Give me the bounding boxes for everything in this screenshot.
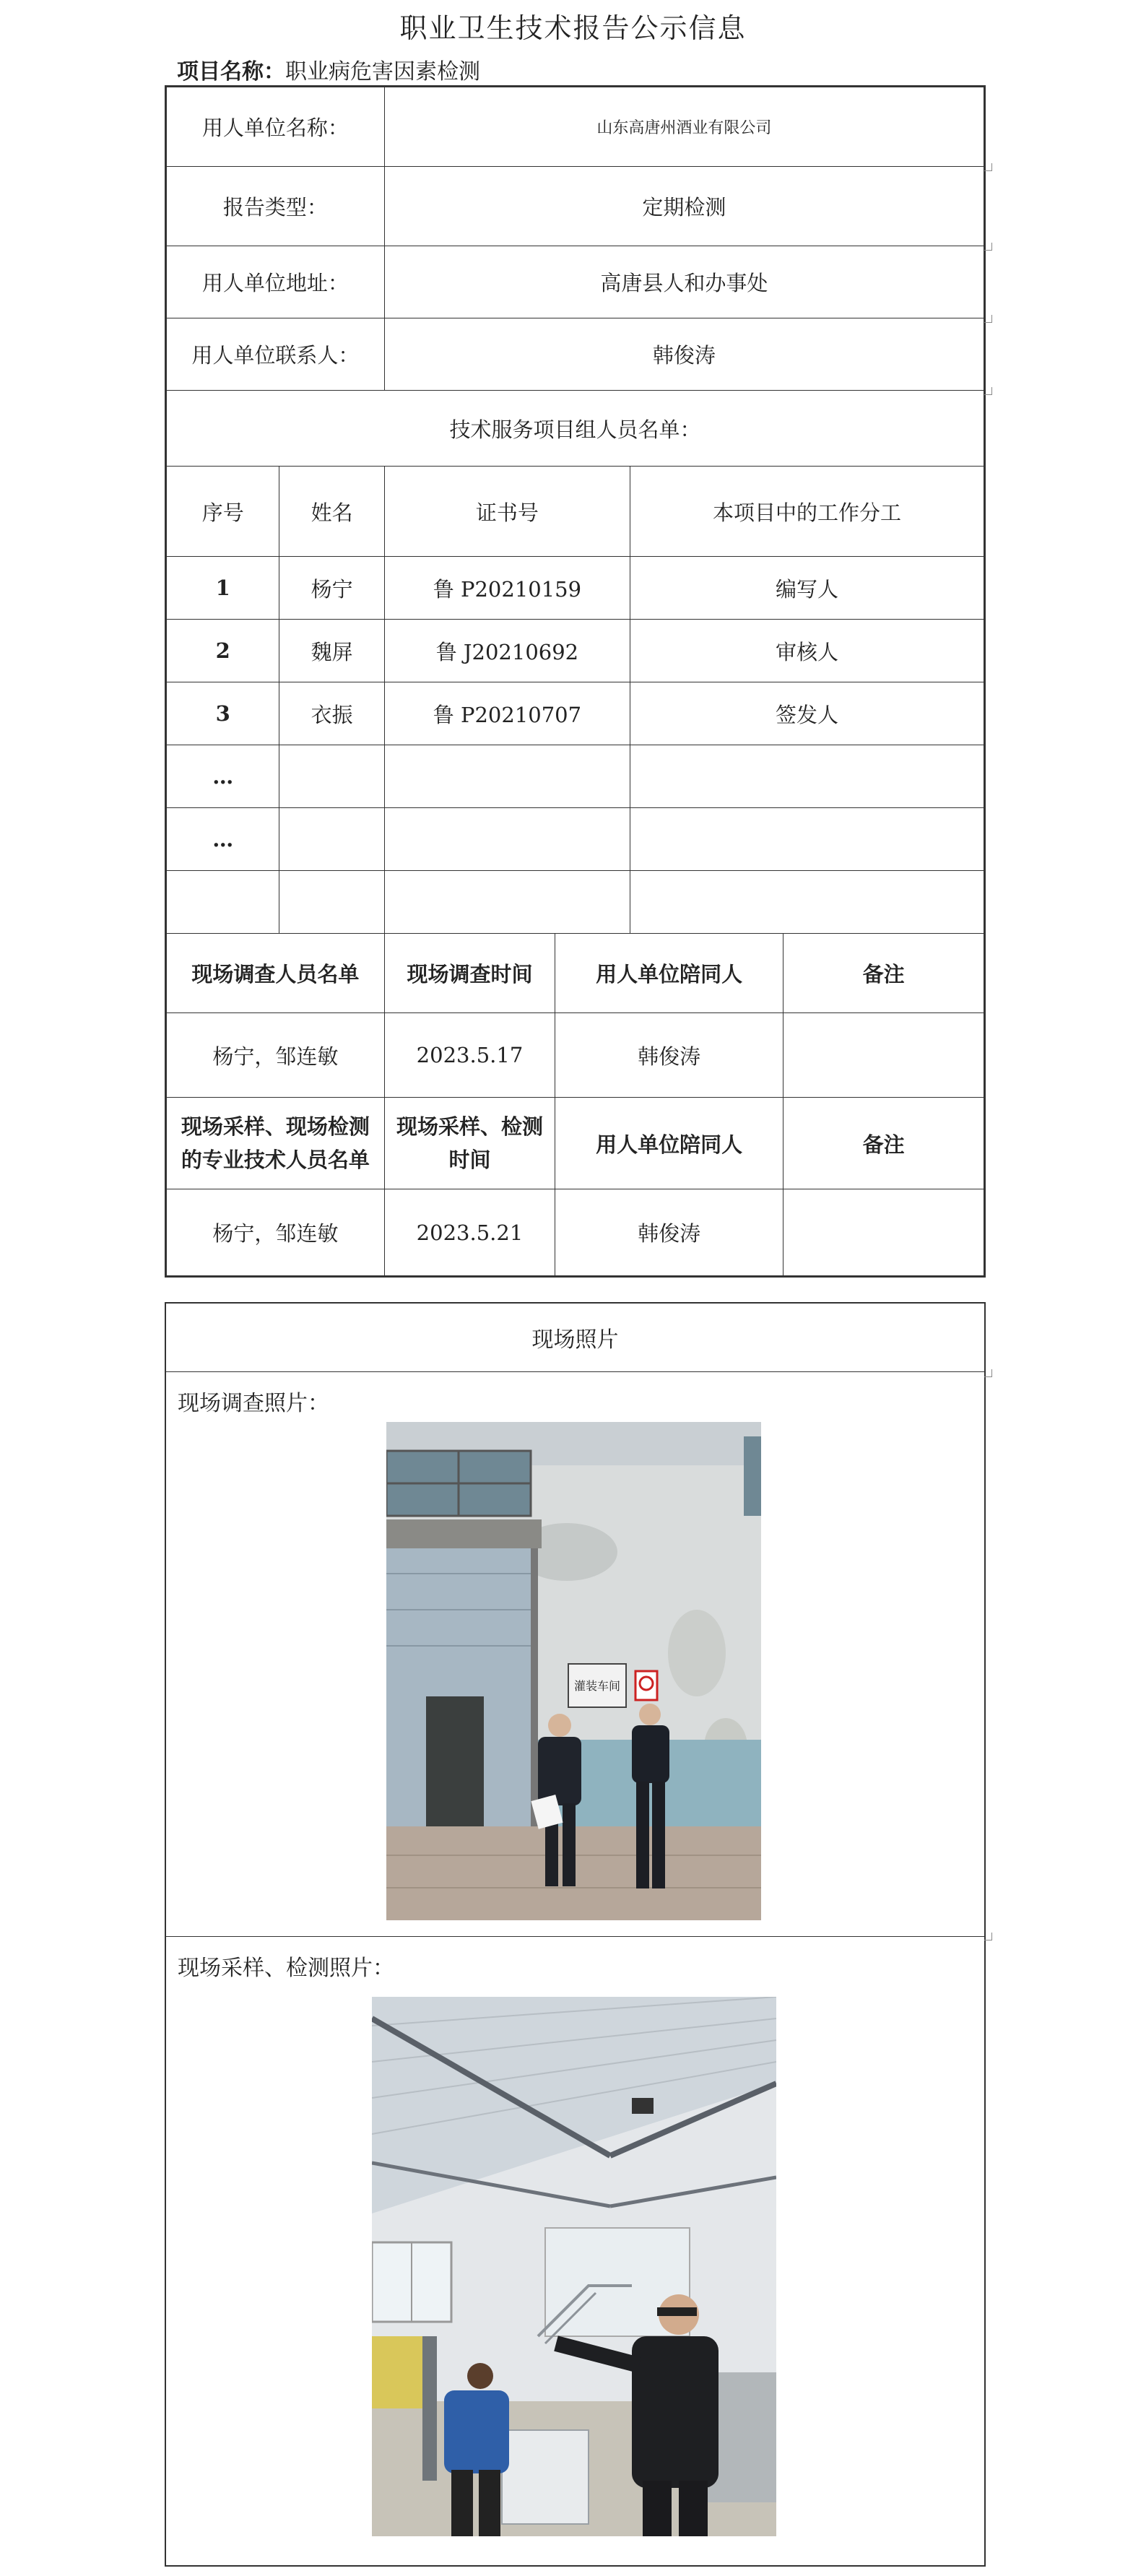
team-row-no: 1 [167, 557, 279, 620]
team-row-role: 审核人 [630, 620, 984, 682]
sampling-header-time: 现场采样、检测时间 [384, 1098, 555, 1189]
team-row-name: 杨宁 [279, 557, 384, 620]
team-row-name [279, 871, 384, 934]
page-title: 职业卫生技术报告公示信息 [399, 12, 747, 44]
info-table [165, 85, 986, 1278]
survey-header-time: 现场调查时间 [384, 934, 555, 1013]
sampling-header-staff: 现场采样、现场检测的专业技术人员名单 [167, 1098, 385, 1189]
team-row-role [630, 808, 984, 871]
paragraph-mark [984, 387, 992, 395]
survey-header-escort: 用人单位陪同人 [555, 934, 783, 1013]
sampling-value-escort: 韩俊涛 [555, 1189, 783, 1276]
sign-text: 灌装车间 [573, 1679, 621, 1693]
team-row-role: 签发人 [630, 682, 984, 745]
survey-photo [386, 1422, 761, 1920]
paragraph-mark [984, 163, 992, 171]
team-row-no: 2 [167, 620, 279, 682]
sampling-photo-cell [166, 1937, 984, 2570]
info-label-address: 用人单位地址： [167, 246, 385, 318]
info-label-company: 用人单位名称： [167, 87, 385, 167]
table-row [167, 557, 984, 620]
sampling-value-time: 2023.5.21 [384, 1189, 555, 1276]
team-row-cert [384, 871, 630, 934]
paragraph-mark [984, 1933, 992, 1940]
team-heading: 技术服务项目组人员名单： [167, 391, 984, 467]
project-name [177, 53, 480, 85]
team-row-name: 魏屏 [279, 620, 384, 682]
team-row-no: … [167, 745, 279, 808]
project-value: 职业病危害因素检测 [285, 59, 480, 84]
table-row [167, 682, 984, 745]
team-row-role [630, 871, 984, 934]
team-row-no: … [167, 808, 279, 871]
team-row-name [279, 808, 384, 871]
sampling-header-escort: 用人单位陪同人 [555, 1098, 783, 1189]
project-label: 项目名称： [177, 59, 285, 84]
table-row [167, 871, 984, 934]
table-row [167, 745, 984, 808]
survey-photo-cell [166, 1372, 984, 1937]
survey-value-staff: 杨宁，邹连敏 [167, 1013, 385, 1098]
survey-photo-label: 现场调查照片： [178, 1391, 329, 1416]
team-row-cert [384, 745, 630, 808]
team-header-cert: 证书号 [384, 467, 630, 557]
survey-value-remark [783, 1013, 984, 1098]
photo-heading: 现场照片 [166, 1304, 984, 1372]
survey-header-staff: 现场调查人员名单 [167, 934, 385, 1013]
info-value-address: 高唐县人和办事处 [384, 246, 984, 318]
team-row-name: 衣振 [279, 682, 384, 745]
sampling-value-remark [783, 1189, 984, 1276]
team-row-name [279, 745, 384, 808]
survey-value-time: 2023.5.17 [384, 1013, 555, 1098]
info-label-report-type: 报告类型： [167, 167, 385, 246]
photo-table [165, 1302, 986, 2567]
survey-header-remark: 备注 [783, 934, 984, 1013]
team-row-role: 编写人 [630, 557, 984, 620]
table-row [167, 620, 984, 682]
sampling-header-remark: 备注 [783, 1098, 984, 1189]
team-row-role [630, 745, 984, 808]
info-value-company: 山东高唐州酒业有限公司 [384, 87, 984, 167]
table-row [167, 808, 984, 871]
team-row-no [167, 871, 279, 934]
sampling-photo-label: 现场采样、检测照片： [178, 1956, 394, 1981]
survey-value-escort: 韩俊涛 [555, 1013, 783, 1098]
paragraph-mark [984, 243, 992, 251]
team-row-cert: 鲁 J20210692 [384, 620, 630, 682]
info-value-report-type: 定期检测 [384, 167, 984, 246]
team-header-name: 姓名 [279, 467, 384, 557]
team-row-cert: 鲁 P20210159 [384, 557, 630, 620]
team-header-role: 本项目中的工作分工 [630, 467, 984, 557]
info-label-contact: 用人单位联系人： [167, 318, 385, 391]
team-header-no: 序号 [167, 467, 279, 557]
sampling-value-staff: 杨宁，邹连敏 [167, 1189, 385, 1276]
paragraph-mark [984, 315, 992, 323]
team-row-no: 3 [167, 682, 279, 745]
sampling-photo [372, 1997, 776, 2536]
team-row-cert [384, 808, 630, 871]
info-value-contact: 韩俊涛 [384, 318, 984, 391]
paragraph-mark [984, 1369, 992, 1377]
team-row-cert: 鲁 P20210707 [384, 682, 630, 745]
